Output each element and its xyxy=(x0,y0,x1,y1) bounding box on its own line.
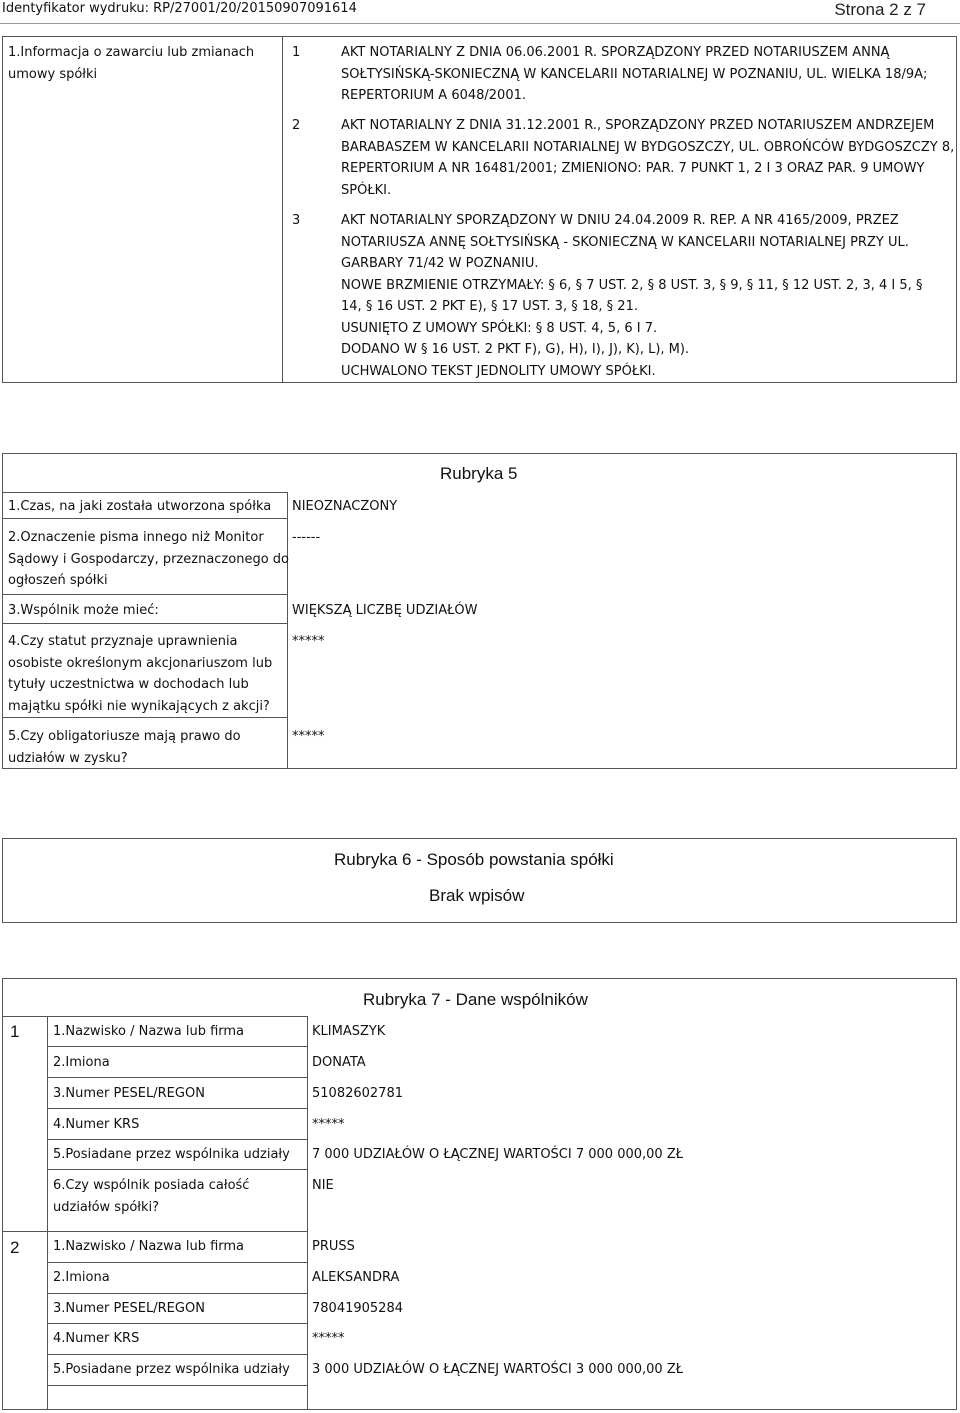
r5-label-statute-rights: 4.Czy statut przyznaje uprawnienia osobiste określonym akcjonariuszom lub tytuły uczestnictwa w dochodach lub majątku spółki nie wynikających z akcji? xyxy=(8,634,273,714)
p2-value-pesel: 78041905284 xyxy=(312,1301,403,1316)
added-paragraphs-line: DODANO W § 16 UST. 2 PKT F), G), H), I), J), K), L), M). xyxy=(341,342,690,357)
rubryka-5-title: Rubryka 5 xyxy=(440,464,518,483)
section-sign-icon: § xyxy=(915,277,923,293)
entry-2-number: 2 xyxy=(292,118,301,133)
page-number: Strona 2 z 7 xyxy=(834,0,926,19)
p1-value-all-shares: NIE xyxy=(312,1178,334,1193)
amended-paragraphs-line-1: NOWE BRZMIENIE OTRZYMAŁY: § 6, § 7 UST. 2, § 8 UST. 3, § 9, § 11, § 12 UST. 2, 3, 4 I 5, § xyxy=(341,277,923,293)
r5-row-line xyxy=(2,717,287,718)
section-sign-icon: § xyxy=(548,277,555,293)
r5-value-duration: NIEOZNACZONY xyxy=(292,499,398,514)
partner-1-number: 1 xyxy=(10,1022,20,1041)
entry-1-number: 1 xyxy=(292,45,301,60)
p2-value-krs: ***** xyxy=(312,1331,345,1346)
r7-label-column-divider xyxy=(307,1016,308,1410)
p1-label-krs: 4.Numer KRS xyxy=(53,1117,140,1132)
r7-row-line xyxy=(47,1385,307,1386)
r7-row-line xyxy=(47,1169,307,1170)
r5-value-statute-rights: ***** xyxy=(292,634,325,649)
entry-3-text: AKT NOTARIALNY SPORZĄDZONY W DNIU 24.04.2009 R. REP. A NR 4165/2009, PRZEZ NOTARIUSZA ANNĘ SOŁTYSIŃSKĄ - SKONIECZNĄ W KANCELARII NOTARIALNEJ PRZY UL. GARBARY 71/42 W POZNANIU. NOWE BRZMIENIE OTRZYMAŁY: § 6, § 7 UST. 2, § 8 UST. 3, § 9, § 11, § 12 UST. 2, 3, 4 I 5, § 14, § 16 UST. 2 PKT E), § 17 UST. 3, § 18, § 21. USUNIĘTO Z UMOWY SPÓŁKI: § 8 UST. 4, 5, 6 I 7. DODANO W § 16 UST. 2 PKT F), G), H), I), J), K), L), M). UCHWALONO TEKST JEDNOLITY UMOWY SPÓŁKI. xyxy=(341,213,923,379)
r5-label-bondholders: 5.Czy obligatoriusze mają prawo do udziałów w zysku? xyxy=(8,729,241,766)
r7-row-line xyxy=(47,1323,307,1324)
p2-value-name: PRUSS xyxy=(312,1239,355,1254)
r7-row-line xyxy=(47,1108,307,1109)
p2-value-first-names: ALEKSANDRA xyxy=(312,1270,400,1285)
p1-value-pesel: 51082602781 xyxy=(312,1086,403,1101)
p2-label-first-names: 2.Imiona xyxy=(53,1270,110,1285)
p2-label-shares: 5.Posiadane przez wspólnika udziały xyxy=(53,1362,290,1377)
rubryka-6-empty: Brak wpisów xyxy=(429,886,525,905)
amended-paragraphs-line-2: 14, § 16 UST. 2 PKT E), § 17 UST. 3, § 18, § 21. xyxy=(341,299,638,314)
p2-value-shares: 3 000 UDZIAŁÓW O ŁĄCZNEJ WARTOŚCI 3 000 000,00 ZŁ xyxy=(312,1362,684,1377)
section-1-label: 1.Informacja o zawarciu lub zmianach umowy spółki xyxy=(8,45,255,82)
r5-value-publication: ------ xyxy=(292,530,321,545)
p2-label-name: 1.Nazwisko / Nazwa lub firma xyxy=(53,1239,245,1254)
section-sign-icon: § xyxy=(365,299,373,314)
r7-row-line xyxy=(47,1262,307,1263)
r7-row-line xyxy=(47,1354,307,1355)
p1-label-pesel: 3.Numer PESEL/REGON xyxy=(53,1086,205,1101)
section-sign-icon: § xyxy=(719,277,727,293)
r7-row-line xyxy=(47,1077,307,1078)
r7-partner-divider xyxy=(2,1231,307,1232)
r5-value-partner-shares: WIĘKSZĄ LICZBĘ UDZIAŁÓW xyxy=(292,603,478,618)
p1-label-name: 1.Nazwisko / Nazwa lub firma xyxy=(53,1024,245,1039)
r7-number-column-divider xyxy=(47,1016,48,1410)
rubryka-6-title: Rubryka 6 - Sposób powstania spółki xyxy=(334,850,614,869)
r5-label-duration: 1.Czas, na jaki została utworzona spółka xyxy=(8,499,272,514)
section-sign-icon: § xyxy=(571,299,578,314)
p1-value-first-names: DONATA xyxy=(312,1055,366,1070)
r7-row-line xyxy=(47,1046,307,1047)
section-sign-icon: § xyxy=(421,342,428,357)
r7-row-line xyxy=(47,1139,307,1140)
removed-paragraphs-line: USUNIĘTO Z UMOWY SPÓŁKI: § 8 UST. 4, 5, 6 I 7. xyxy=(341,320,658,336)
entry-3-number: 3 xyxy=(292,213,301,228)
header-divider xyxy=(0,23,960,24)
p1-value-name: KLIMASZYK xyxy=(312,1024,386,1039)
r7-row-line xyxy=(47,1293,307,1294)
r5-row-line xyxy=(2,623,287,624)
section-sign-icon: § xyxy=(746,277,754,293)
r5-row-line xyxy=(2,518,287,519)
r5-value-bondholders: ***** xyxy=(292,729,325,744)
p1-label-all-shares: 6.Czy wspólnik posiada całość udziałów spółki? xyxy=(53,1178,250,1215)
p1-value-krs: ***** xyxy=(312,1117,345,1132)
partner-2-number: 2 xyxy=(10,1238,20,1257)
p1-label-shares: 5.Posiadane przez wspólnika udziały xyxy=(53,1147,290,1162)
section-sign-icon: § xyxy=(535,320,543,336)
p1-label-first-names: 2.Imiona xyxy=(53,1055,110,1070)
rubryka-7-title: Rubryka 7 - Dane wspólników xyxy=(363,990,588,1009)
section-sign-icon: § xyxy=(782,277,789,293)
r5-label-partner-shares: 3.Wspólnik może mieć: xyxy=(8,603,159,618)
r5-row-line xyxy=(2,594,287,595)
section-sign-icon: § xyxy=(647,277,655,293)
r5-row-line xyxy=(2,492,287,493)
entry-2-text: AKT NOTARIALNY Z DNIA 31.12.2001 R., SPORZĄDZONY PRZED NOTARIUSZEM ANDRZEJEM BARABASZEM W KANCELARII NOTARIALNEJ W BYDGOSZCZY, UL. OBROŃCÓW BYDGOSZCZY 8, REPERTORIUM A NR 16481/2001; ZMIENIONO: PAR. 7 PUNKT 1, 2 I 3 ORAZ PAR. 9 UMOWY SPÓŁKI. xyxy=(341,118,955,198)
entry-1-text: AKT NOTARIALNY Z DNIA 06.06.2001 R. SPORZĄDZONY PRZED NOTARIUSZEM ANNĄ SOŁTYSIŃSKĄ-SKONIECZNĄ W KANCELARII NOTARIALNEJ W POZNANIU, UL. WIELKA 18/9A; REPERTORIUM A 6048/2001. xyxy=(341,45,928,103)
r5-label-publication: 2.Oznaczenie pisma innego niż Monitor Sądowy i Gospodarczy, przeznaczonego do ogłoszeń spółki xyxy=(8,530,289,588)
section-sign-icon: § xyxy=(490,299,498,314)
print-identifier: Identyfikator wydruku: RP/27001/20/20150907091614 xyxy=(2,1,357,16)
section-sign-icon: § xyxy=(575,277,583,293)
section-1-divider xyxy=(282,36,283,383)
p2-label-pesel: 3.Numer PESEL/REGON xyxy=(53,1301,205,1316)
section-sign-icon: § xyxy=(606,299,614,314)
p2-label-krs: 4.Numer KRS xyxy=(53,1331,140,1346)
p1-value-shares: 7 000 UDZIAŁÓW O ŁĄCZNEJ WARTOŚCI 7 000 000,00 ZŁ xyxy=(312,1147,684,1162)
